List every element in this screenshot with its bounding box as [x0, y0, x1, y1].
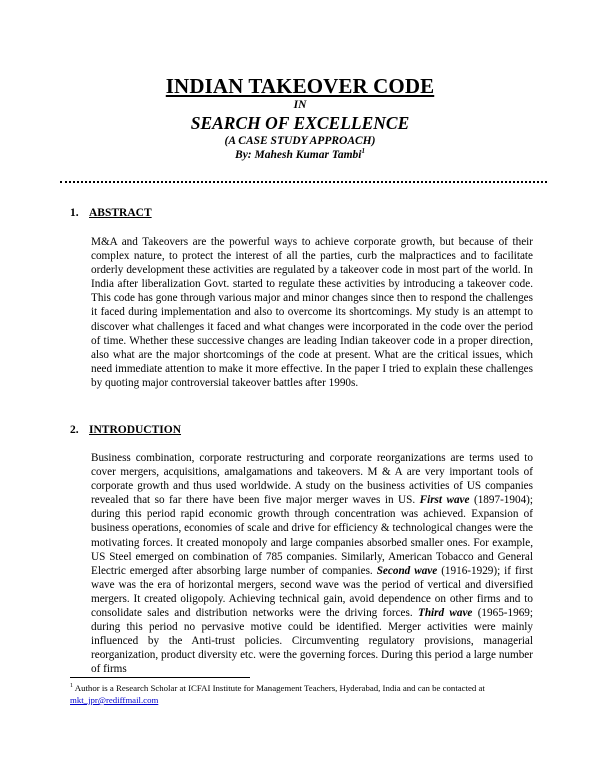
paper-title: INDIAN TAKEOVER CODE: [165, 74, 435, 98]
abstract-paragraph: M&A and Takeovers are the powerful ways to achieve corporate growth, but because of their complex nature, to protect the interest of all the parties, curb the malpractices and to facilitate orderly development these activities are regulated by a takeover code in most part of the world. In India after liberalization Govt. started to regulate these activities by introducing a takeover code. This code has gone through various major and minor changes since then to respond the challenges it faced during implementation and also to overcome its shortcomings. My study is an attempt to discover what challenges it faced and what changes were incorporated in the code over the period of time. Whether these successive changes are leading Indian takeover code in a proper direction, also what are the major shortcomings of the code at present. What are the critical issues, which need immediate attention to make it more effective. In the paper I tried to explain these challenges by quoting major controversial takeover battles after 1990s.: [91, 236, 533, 389]
footnote-text: Author is a Research Scholar at ICFAI Institute for Management Teachers, Hyderabad, India and can be contacted at: [74, 683, 485, 693]
author-email-link[interactable]: mkt_jpr@rediffmail.com: [70, 695, 159, 705]
third-wave-label: Third wave: [417, 607, 473, 620]
intro-text-3: (1916-1929); if first wave was the era of horizontal mergers, second wave was the period of vertical and diversified mergers. It created oligopoly. Achieving technical gain, avoid dependence on other firms and to consolidate sales and distribution networks were the driving forces.: [91, 564, 534, 620]
intro-text-4: (1965-1969; during this period no pervasive motive could be identified. Merger activities were mainly influenced by the Anti-trust policies. Circumventing regulatory provisions, managerial reorganization, product diversity etc. were the governing forces. During this period a large number of firms: [91, 607, 533, 676]
footnote-divider: [70, 677, 250, 678]
intro-text-1: Business combination, corporate restructuring and corporate reorganizations are terms used to cover mergers, acquisitions, amalgamations and takeovers. M & A are very important tools of corporate growth and thus used worldwide. A study on the business activities of US companies revealed that so far there have been five major merger waves in US.: [91, 452, 533, 507]
intro-text-2: (1897-1904); during this period rapid economic growth through concentration was achieved. Expansion of business operations, economies of scale and drive for efficiency & technological changes were the motivating forces. It created monopoly and large companies absorbed smaller ones. For example, US Steel emerged on combination of 785 companies. Similarly, American Tobacco and General Electric emerged after absorbing large number of companies.: [91, 494, 534, 577]
second-wave-label: Second wave: [376, 564, 438, 577]
title-connector: IN: [293, 99, 307, 111]
author-line: [0, 148, 600, 162]
introduction-paragraph: [91, 451, 533, 677]
author-footnote-marker: 1: [361, 147, 365, 156]
title-block: [0, 74, 600, 162]
footnote: [70, 682, 540, 706]
section-heading-abstract: [70, 206, 152, 220]
first-wave-label: First wave: [419, 494, 470, 507]
section-number: 1.: [70, 207, 79, 219]
section-title: ABSTRACT: [89, 207, 152, 219]
approach-note: (A CASE STUDY APPROACH): [224, 135, 376, 147]
dotted-divider: [60, 181, 547, 183]
section-number: 2.: [70, 424, 79, 436]
footnote-marker: 1: [70, 683, 73, 690]
author-name: By: Mahesh Kumar Tambi: [235, 149, 362, 161]
section-heading-introduction: [70, 423, 181, 437]
section-title: INTRODUCTION: [89, 424, 182, 436]
paper-subtitle: SEARCH OF EXCELLENCE: [190, 113, 410, 133]
